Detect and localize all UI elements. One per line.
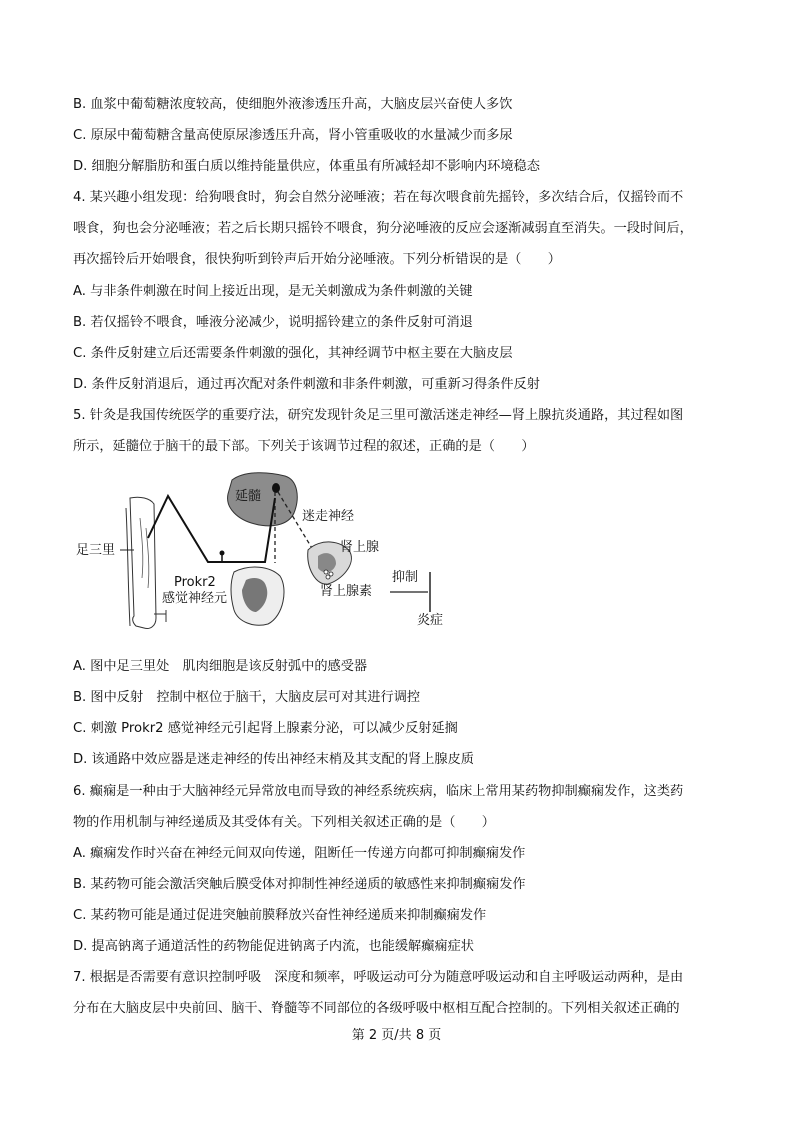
option-5b: B. 图中反射 控制中枢位于脑干，大脑皮层可对其进行调控 bbox=[73, 690, 421, 705]
question-6-line-1: 6. 癫痫是一种由于大脑神经元异常放电而导致的神经系统疾病，临床上常用某药物抑制癫痫发作，这类药 bbox=[73, 784, 684, 799]
option-5d: D. 该通路中效应器是迷走神经的传出神经末梢及其支配的肾上腺皮质 bbox=[73, 752, 474, 767]
question-6-line-2: 物的作用机制与神经递质及其受体有关。下列相关叙述正确的是（ ） bbox=[73, 815, 495, 830]
option-5c: C. 刺激 Prokr2 感觉神经元引起肾上腺素分泌，可以减少反射延搁 bbox=[73, 721, 458, 736]
question-5-line-2: 所示，延髓位于脑干的最下部。下列关于该调节过程的叙述，正确的是（ ） bbox=[73, 439, 535, 454]
option-4a: A. 与非条件刺激在时间上接近出现，是无关刺激成为条件刺激的关键 bbox=[73, 284, 473, 299]
question-7-line-2: 分布在大脑皮层中央前回、脑干、脊髓等不同部位的各级呼吸中枢相互配合控制的。下列相关叙述正确的 bbox=[73, 1001, 680, 1016]
vagus-label: 迷走神经 bbox=[302, 509, 355, 524]
question-4-line-3: 再次摇铃后开始喂食，很快狗听到铃声后开始分泌唾液。下列分析错误的是（ ） bbox=[73, 252, 561, 267]
option-6d: D. 提高钠离子通道活性的药物能促进钠离子内流，也能缓解癫痫症状 bbox=[73, 939, 474, 954]
inflammation-label: 炎症 bbox=[417, 613, 444, 628]
question-7-line-1: 7. 根据是否需要有意识控制呼吸 深度和频率，呼吸运动可分为随意呼吸运动和自主呼吸运动两种，是由 bbox=[73, 970, 684, 985]
option-4d: D. 条件反射消退后，通过再次配对条件刺激和非条件刺激，可重新习得条件反射 bbox=[73, 377, 540, 392]
reflex-pathway-diagram bbox=[70, 468, 470, 638]
option-4c: C. 条件反射建立后还需要条件刺激的强化，其神经调节中枢主要在大脑皮层 bbox=[73, 346, 513, 361]
option-6c: C. 某药物可能是通过促进突触前膜释放兴奋性神经递质来抑制癫痫发作 bbox=[73, 908, 487, 923]
page-footer: 第 2 页/共 8 页 bbox=[351, 1028, 442, 1043]
sensory-neuron-label: 感觉神经元 bbox=[162, 591, 228, 606]
option-6b: B. 某药物可能会激活突触后膜受体对抑制性神经递质的敏感性来抑制癫痫发作 bbox=[73, 877, 526, 892]
option-3c: C. 原尿中葡萄糖含量高使原尿渗透压升高，肾小管重吸收的水量减少而多尿 bbox=[73, 128, 513, 143]
question-5-line-1: 5. 针灸是我国传统医学的重要疗法，研究发现针灸足三里可激活迷走神经—肾上腺抗炎通路，其过程如图 bbox=[73, 408, 684, 423]
question-4-line-2: 喂食，狗也会分泌唾液；若之后长期只摇铃不喂食，狗分泌唾液的反应会逐渐减弱直至消失。一段时间后， bbox=[73, 221, 693, 236]
option-6a: A. 癫痫发作时兴奋在神经元间双向传递，阻断任一传递方向都可抑制癫痫发作 bbox=[73, 846, 526, 861]
option-5a: A. 图中足三里处 肌肉细胞是该反射弧中的感受器 bbox=[73, 659, 368, 674]
epinephrine-label: 肾上腺素 bbox=[320, 584, 373, 599]
zusanli-label: 足三里 bbox=[76, 543, 116, 558]
option-4b: B. 若仅摇铃不喂食，唾液分泌减少，说明摇铃建立的条件反射可消退 bbox=[73, 315, 473, 330]
medulla-label: 延髓 bbox=[235, 489, 262, 504]
prokr2-label: Prokr2 bbox=[174, 575, 216, 590]
option-3b: B. 血浆中葡萄糖浓度较高，使细胞外液渗透压升高，大脑皮层兴奋使人多饮 bbox=[73, 97, 513, 112]
option-3d: D. 细胞分解脂肪和蛋白质以维持能量供应，体重虽有所减轻却不影响内环境稳态 bbox=[73, 159, 540, 174]
adrenal-label: 肾上腺 bbox=[340, 540, 380, 555]
question-4-line-1: 4. 某兴趣小组发现：给狗喂食时，狗会自然分泌唾液；若在每次喂食前先摇铃，多次结合后，仅摇铃而不 bbox=[73, 190, 684, 205]
inhibit-label: 抑制 bbox=[392, 570, 419, 585]
